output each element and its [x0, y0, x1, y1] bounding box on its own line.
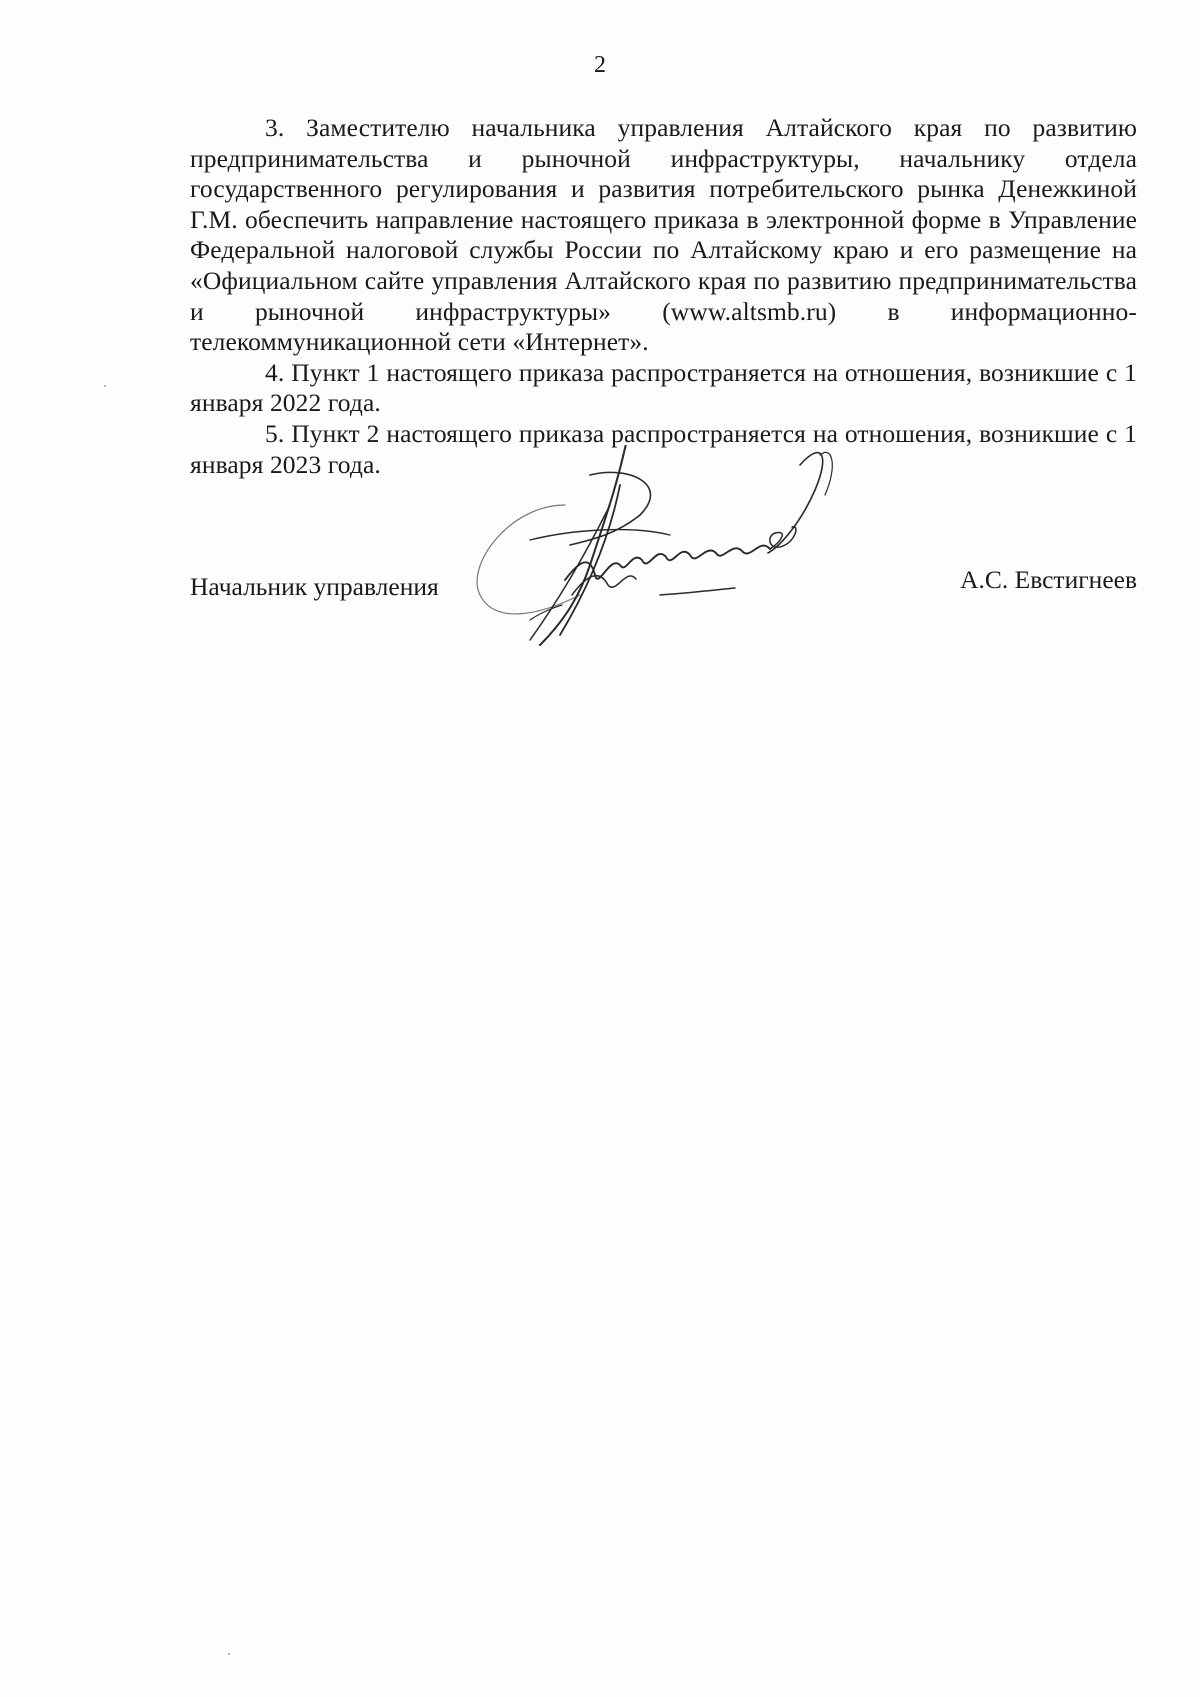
signatory-position: Начальник управления	[190, 572, 439, 601]
signatory-name: А.С. Евстигнеев	[960, 565, 1137, 594]
handwritten-signature	[470, 445, 890, 685]
paragraph-3: 3. Заместителю начальника управления Алтайского края по развитию предпринимательства и рыночной инфраструктуры, начальнику отдела государственного регулирования и развития потребительского рынка Денежкиной Г.М. обеспечить направление настоящего приказа в электронной форме в Управление Федеральной налоговой службы России по Алтайскому краю и его размещение на «Официальном сайте управления Алтайского края по развитию предпринимательства и рыночной инфраструктуры» (www.altsmb.ru) в информационно-телекоммуникационной сети «Интернет».	[190, 113, 1137, 357]
scan-speck	[228, 1653, 230, 1655]
scan-speck	[104, 385, 106, 387]
page-number: 2	[594, 52, 606, 78]
paragraph-5: 5. Пункт 2 настоящего приказа распространяется на отношения, возникшие с 1 января 2023 года.	[190, 418, 1137, 479]
signature-block	[190, 565, 1137, 612]
paragraph-4: 4. Пункт 1 настоящего приказа распространяется на отношения, возникшие с 1 января 2022 года.	[190, 357, 1137, 418]
document-body	[190, 113, 1137, 480]
